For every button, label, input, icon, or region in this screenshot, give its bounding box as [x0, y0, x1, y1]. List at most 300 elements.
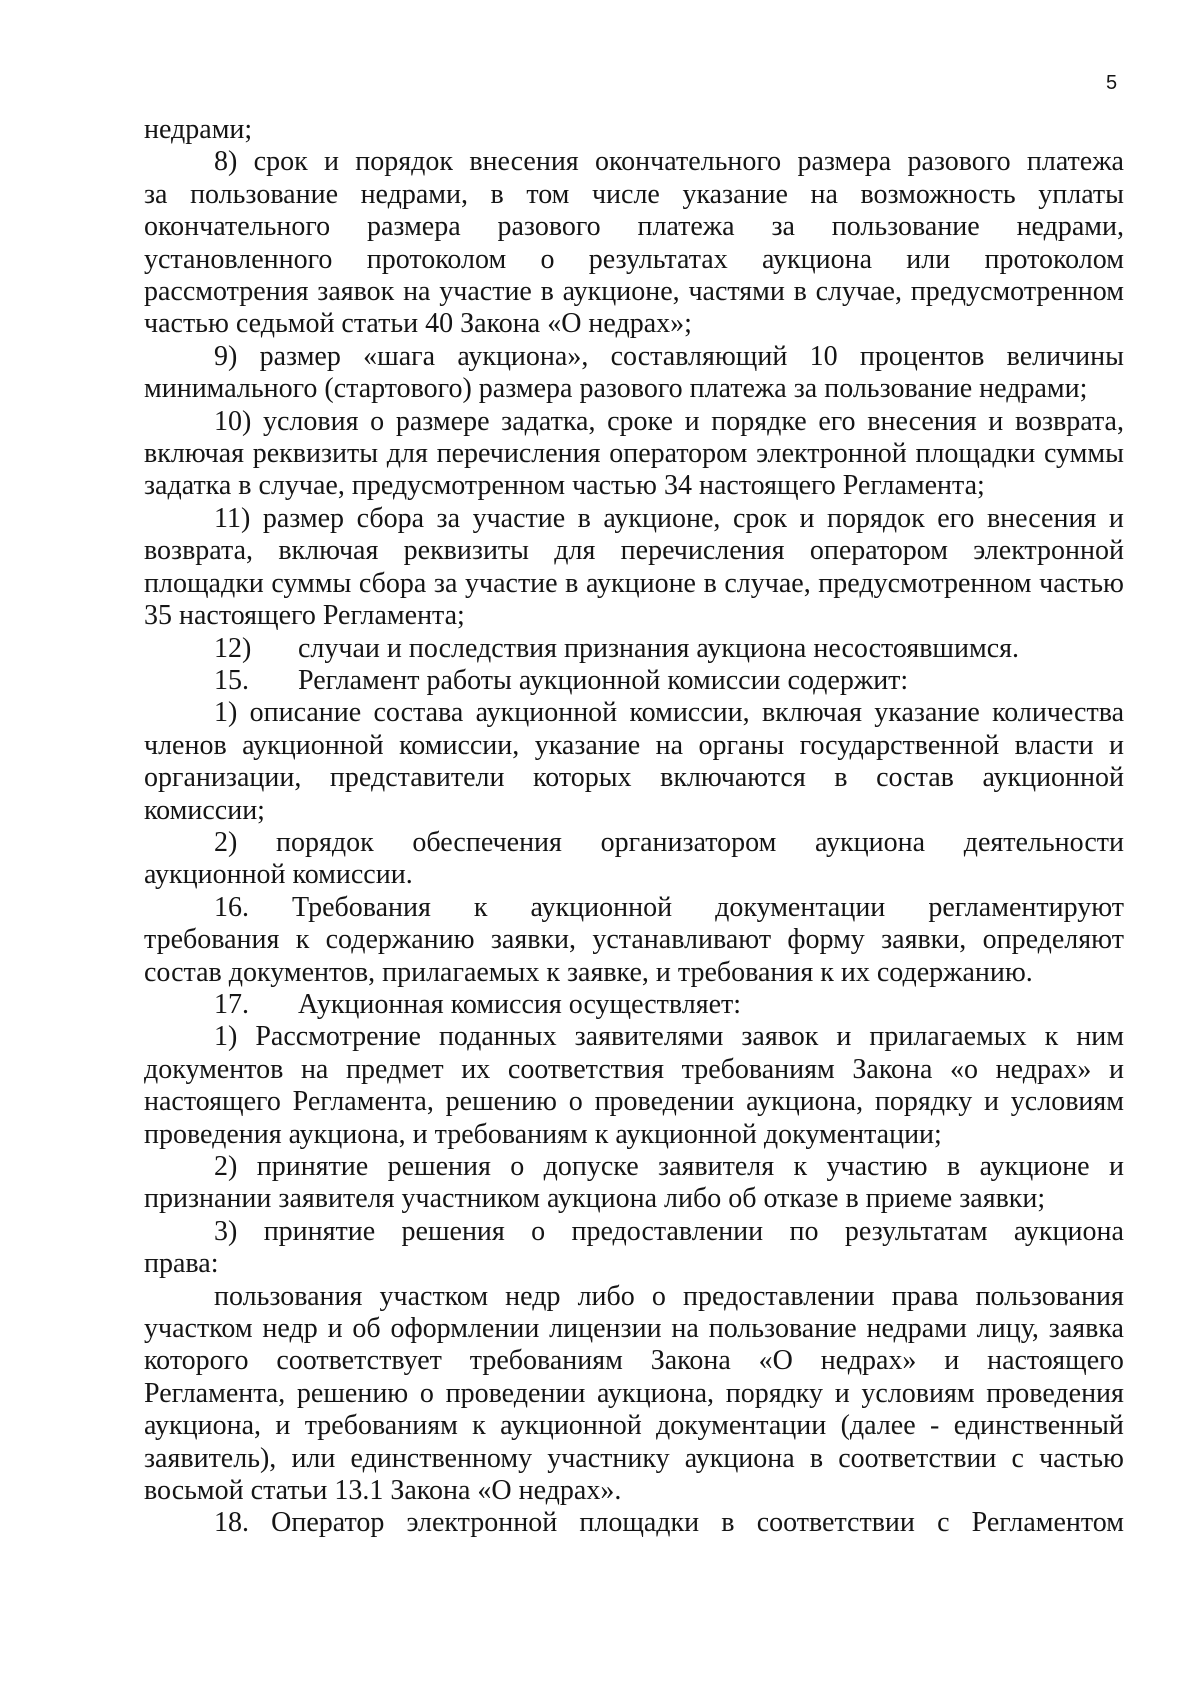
word: о: [531, 1215, 546, 1247]
word: допуске: [543, 1151, 639, 1182]
word: перечисления: [436, 438, 601, 470]
text-line: [144, 633, 1124, 665]
word: перечисления: [620, 535, 785, 567]
word: 2): [214, 1151, 238, 1182]
word: в: [238, 470, 259, 502]
text-line: [144, 211, 1124, 243]
word: заявке,: [566, 956, 656, 988]
word: недрами;: [979, 373, 1088, 405]
word: и: [1109, 1151, 1124, 1182]
word: Регламента;: [322, 600, 465, 632]
word: электронной: [756, 438, 907, 470]
word: порядку: [874, 1086, 973, 1118]
word: о: [540, 243, 555, 275]
word: в: [577, 502, 591, 534]
word: власти: [1014, 729, 1094, 761]
word: прилагаемых: [869, 1021, 1027, 1053]
word: сроке: [607, 405, 673, 437]
word: состава: [373, 697, 464, 729]
word: аукциона: [547, 1183, 665, 1215]
word: аукционной: [475, 697, 618, 729]
text-line: [144, 1086, 1124, 1118]
word: пользование: [824, 373, 980, 405]
word: о: [370, 405, 385, 437]
word: недрами,: [360, 178, 468, 210]
text-line: [144, 989, 1124, 1021]
word: уплаты: [1038, 178, 1124, 210]
word: и: [412, 1118, 435, 1150]
word: платежа: [637, 211, 735, 243]
word: 1): [214, 697, 238, 729]
text-line: [144, 276, 1124, 308]
text-line: [144, 406, 1124, 438]
word: заявитель),: [144, 1442, 277, 1474]
word: недрами,: [1016, 211, 1124, 243]
word: комиссии.: [292, 859, 413, 891]
word: аукциона,: [144, 1410, 261, 1442]
word: частью: [1039, 567, 1124, 599]
word: порядок: [826, 502, 925, 534]
word: включая: [144, 438, 245, 470]
word: пользование: [831, 211, 980, 243]
word: аукционной: [500, 1410, 642, 1442]
word: и: [327, 1313, 343, 1345]
word: в: [793, 276, 807, 308]
word: 10): [214, 405, 252, 437]
word: и: [799, 502, 815, 534]
word: Закона: [460, 308, 548, 340]
word: организации,: [144, 762, 302, 794]
word: участию: [826, 1151, 928, 1182]
word: и: [836, 1021, 852, 1053]
word: указание: [874, 697, 980, 729]
word: в: [845, 1183, 866, 1215]
word: настоящего: [179, 600, 323, 632]
word: к: [594, 1118, 616, 1150]
word: в: [946, 1151, 961, 1182]
word: недрами;: [144, 114, 253, 145]
word: о: [419, 1377, 434, 1409]
word: единственному: [350, 1442, 533, 1474]
word: организатором: [600, 826, 777, 858]
word: внесения: [986, 502, 1097, 534]
word: аукциона,: [746, 1086, 864, 1118]
word: числе: [591, 178, 660, 210]
word: членов: [144, 729, 227, 761]
word: требованиям: [681, 1053, 835, 1085]
word: минимального: [144, 373, 325, 405]
text-line: [144, 957, 1124, 989]
word: участком: [379, 1280, 489, 1312]
text-line: [144, 1021, 1124, 1053]
text-line: [144, 308, 1124, 340]
word: 1): [214, 1021, 238, 1053]
word: права: [891, 1280, 959, 1312]
word: сбора: [358, 567, 427, 599]
text-line: [144, 1313, 1124, 1345]
word: либо: [577, 1280, 635, 1312]
text-line: [144, 1248, 1124, 1280]
word: Аукционная: [298, 988, 451, 1020]
document-body: [144, 114, 1124, 1540]
word: прилагаемых: [382, 956, 547, 988]
word: возврата,: [144, 535, 254, 567]
word: последствия: [408, 632, 565, 664]
word: за: [433, 567, 458, 599]
word: аукционе,: [603, 502, 721, 534]
word: 12): [214, 632, 252, 664]
word: реквизиты: [403, 535, 529, 567]
word: предусмотренном: [351, 470, 573, 502]
word: задатка: [144, 470, 239, 502]
word: участие: [465, 567, 558, 599]
word: содержанию.: [876, 956, 1033, 988]
word: деятельности: [963, 826, 1124, 858]
word: аукционной: [982, 762, 1124, 794]
word: и: [684, 405, 700, 437]
word: которых: [533, 762, 632, 794]
word: аукциона: [1013, 1215, 1124, 1247]
text-line: [144, 1119, 1124, 1151]
text-line: [144, 244, 1124, 276]
word: ним: [1076, 1021, 1124, 1053]
word: состав: [876, 762, 954, 794]
word: недр: [505, 1280, 561, 1312]
word: предоставлении: [682, 1280, 875, 1312]
word: решению: [296, 1377, 409, 1409]
word: недрах»: [820, 1345, 917, 1377]
word: соответствует: [276, 1345, 442, 1377]
text-line: [144, 179, 1124, 211]
word: несостоявшимся.: [813, 632, 1019, 664]
word: аукционе: [979, 1151, 1090, 1182]
text-line: [144, 146, 1124, 178]
word: разового: [497, 211, 601, 243]
word: аукционной: [144, 859, 293, 891]
word: Оператор: [271, 1507, 385, 1539]
word: осуществляет:: [568, 988, 742, 1020]
word: заявок: [741, 1021, 819, 1053]
word: принятие: [256, 1151, 369, 1182]
word: Регламентом: [971, 1507, 1124, 1539]
word: 11): [214, 502, 251, 534]
word: или: [906, 243, 951, 275]
word: аукциона: [696, 632, 814, 664]
word: размер: [262, 502, 345, 534]
word: к: [793, 1151, 808, 1182]
word: седьмой: [235, 308, 342, 340]
word: предоставлении: [571, 1215, 764, 1247]
word: статьи: [250, 1475, 335, 1507]
word: в: [721, 1507, 735, 1539]
word: результатах: [588, 243, 728, 275]
word: соответствии: [756, 1507, 915, 1539]
word: документов: [144, 1053, 284, 1085]
word: аукциона,: [597, 1377, 715, 1409]
word: 16.: [214, 891, 249, 923]
text-line: [144, 341, 1124, 373]
text-line: [144, 373, 1124, 405]
word: государственной: [799, 729, 1000, 761]
word: внесения: [867, 405, 977, 437]
word: об: [728, 1183, 764, 1215]
word: признания: [564, 632, 697, 664]
text-line: [144, 795, 1124, 827]
word: Требования: [292, 891, 431, 923]
word: проведении: [445, 1377, 586, 1409]
word: содержит:: [787, 664, 909, 696]
word: соответствии: [838, 1442, 997, 1474]
word: в: [540, 276, 554, 308]
word: «О: [758, 1345, 793, 1377]
text-line: [144, 535, 1124, 567]
word: в: [809, 1442, 824, 1474]
word: предусмотренном: [910, 276, 1124, 308]
word: 8): [214, 146, 238, 178]
word: и: [988, 405, 1004, 437]
word: аукциона,: [288, 1118, 413, 1150]
word: комиссии;: [144, 794, 265, 826]
word: решения: [401, 1215, 505, 1247]
word: частью: [572, 470, 664, 502]
word: площадки: [579, 1507, 700, 1539]
word: работы: [426, 664, 519, 696]
word: и: [1109, 1053, 1124, 1085]
word: для: [386, 438, 428, 470]
word: соответствия: [507, 1053, 664, 1085]
word: заявки,: [881, 924, 967, 956]
word: аукционе: [585, 567, 696, 599]
word: порядку: [725, 1377, 824, 1409]
word: возврата,: [1014, 405, 1124, 437]
text-line: [144, 892, 1124, 924]
word: суммы: [1043, 438, 1124, 470]
word: приеме: [865, 1183, 960, 1215]
text-line: [144, 438, 1124, 470]
word: 40: [425, 308, 461, 340]
word: аукционной: [615, 1118, 764, 1150]
word: в: [703, 567, 717, 599]
word: его: [937, 502, 975, 534]
word: случае,: [258, 470, 352, 502]
word: порядок: [355, 146, 453, 178]
text-line: [144, 1410, 1124, 1442]
text-line: [144, 924, 1124, 956]
word: пользование: [708, 1313, 857, 1345]
word: к: [546, 956, 567, 988]
word: электронной: [406, 1507, 558, 1539]
word: их: [840, 956, 877, 988]
word: за: [436, 502, 461, 534]
text-line: [144, 1054, 1124, 1086]
word: оформлении: [390, 1313, 540, 1345]
word: указание: [682, 178, 788, 210]
word: внесения: [469, 146, 579, 178]
word: аукционе,: [562, 276, 680, 308]
word: права:: [144, 1248, 219, 1280]
word: настоящего: [987, 1345, 1124, 1377]
word: электронной: [973, 535, 1124, 567]
word: Закона: [650, 1345, 731, 1377]
text-line: [144, 697, 1124, 729]
word: устанавливают: [592, 924, 772, 956]
word: Регламента,: [144, 1377, 286, 1409]
word: его: [818, 405, 856, 437]
word: за: [771, 211, 795, 243]
word: Регламента;: [842, 470, 985, 502]
word: условиям: [861, 1377, 975, 1409]
word: представители: [329, 762, 505, 794]
word: участие: [472, 502, 566, 534]
word: и: [834, 1377, 850, 1409]
word: требованиям: [469, 1345, 623, 1377]
word: и: [275, 1410, 291, 1442]
word: на: [810, 178, 838, 210]
word: пользование: [190, 178, 338, 210]
word: за: [144, 178, 168, 210]
word: включаются: [660, 762, 806, 794]
word: 34: [663, 470, 699, 502]
word: окончательного: [595, 146, 782, 178]
word: о: [510, 1151, 525, 1182]
word: включая: [761, 697, 862, 729]
word: документации: [656, 1410, 827, 1442]
word: требования: [144, 924, 280, 956]
text-line: [144, 1475, 1124, 1507]
word: разового: [907, 146, 1011, 178]
text-line: [144, 730, 1124, 762]
word: случае,: [724, 567, 811, 599]
word: в: [565, 567, 579, 599]
word: платежа: [1026, 146, 1124, 178]
word: лицензии: [549, 1313, 662, 1345]
text-line: [144, 1443, 1124, 1475]
word: размере: [395, 405, 490, 437]
text-line: [144, 1507, 1124, 1539]
word: возможность: [860, 178, 1016, 210]
word: пользования: [214, 1280, 363, 1312]
word: Регламент: [298, 664, 427, 696]
word: недр: [262, 1313, 318, 1345]
word: на: [403, 276, 431, 308]
text-line: [144, 1378, 1124, 1410]
word: отказе: [763, 1183, 846, 1215]
word: поданных: [438, 1021, 557, 1053]
word: описание: [249, 697, 362, 729]
word: и: [655, 956, 678, 988]
word: документации;: [763, 1118, 942, 1150]
text-line: [144, 568, 1124, 600]
word: -: [930, 1410, 940, 1442]
word: 13.1: [334, 1475, 391, 1507]
word: протоколом: [366, 243, 507, 275]
word: Регламента,: [292, 1086, 434, 1118]
word: окончательного: [144, 211, 331, 243]
word: участнику: [547, 1442, 670, 1474]
word: количества: [992, 697, 1124, 729]
word: процентов: [859, 340, 985, 372]
word: настоящего: [698, 470, 843, 502]
word: требованиям: [434, 1118, 595, 1150]
word: площадки: [144, 567, 264, 599]
word: размера: [797, 146, 892, 178]
word: проведении: [594, 1086, 735, 1118]
word: настоящего: [144, 1086, 281, 1118]
word: Закона: [852, 1053, 933, 1085]
word: 15.: [214, 664, 249, 696]
word: «о: [950, 1053, 979, 1085]
word: недрах»;: [588, 308, 692, 340]
word: размера: [366, 211, 461, 243]
word: за: [793, 373, 825, 405]
word: 2): [214, 826, 238, 858]
word: заявителями: [574, 1021, 724, 1053]
word: 3): [214, 1215, 238, 1247]
word: суммы: [271, 567, 352, 599]
word: к: [473, 891, 488, 923]
word: 17.: [214, 988, 249, 1020]
word: к: [472, 1410, 486, 1442]
word: (далее: [840, 1410, 916, 1442]
word: на: [655, 729, 684, 761]
word: к: [295, 924, 310, 956]
word: документов,: [228, 956, 383, 988]
word: порядке: [711, 405, 807, 437]
word: Закона: [390, 1475, 478, 1507]
word: протоколом: [984, 243, 1124, 275]
word: и: [1109, 729, 1124, 761]
word: для: [554, 535, 596, 567]
word: документации: [715, 891, 886, 923]
word: и: [323, 146, 339, 178]
text-line: [144, 1216, 1124, 1248]
word: и: [1108, 502, 1124, 534]
word: комиссии,: [629, 697, 750, 729]
text-line: [144, 470, 1124, 502]
word: размера: [478, 373, 580, 405]
word: или: [291, 1442, 336, 1474]
word: с: [937, 1507, 950, 1539]
word: требования: [677, 956, 821, 988]
word: рассмотрения: [144, 276, 309, 308]
word: обеспечения: [412, 826, 562, 858]
word: платежа: [689, 373, 794, 405]
text-line: [144, 1345, 1124, 1377]
text-line: [144, 114, 1124, 146]
page-number: 5: [1106, 72, 1118, 94]
word: форму: [787, 924, 865, 956]
word: решения: [387, 1151, 491, 1182]
word: на: [300, 1053, 329, 1085]
word: недрах».: [518, 1475, 622, 1507]
word: на: [671, 1313, 699, 1345]
word: оператором: [809, 535, 948, 567]
word: составляющий: [610, 340, 788, 372]
word: лицу,: [976, 1313, 1039, 1345]
word: результатам: [844, 1215, 988, 1247]
text-line: [144, 1281, 1124, 1313]
word: аукциона: [815, 826, 926, 858]
word: сбора: [356, 502, 425, 534]
word: комиссия: [450, 988, 569, 1020]
word: к: [1044, 1021, 1059, 1053]
word: частями: [688, 276, 785, 308]
word: участком: [144, 1313, 253, 1345]
word: восьмой: [144, 1475, 251, 1507]
word: требованиям: [304, 1410, 458, 1442]
word: случае,: [815, 276, 902, 308]
word: проведения: [144, 1118, 289, 1150]
